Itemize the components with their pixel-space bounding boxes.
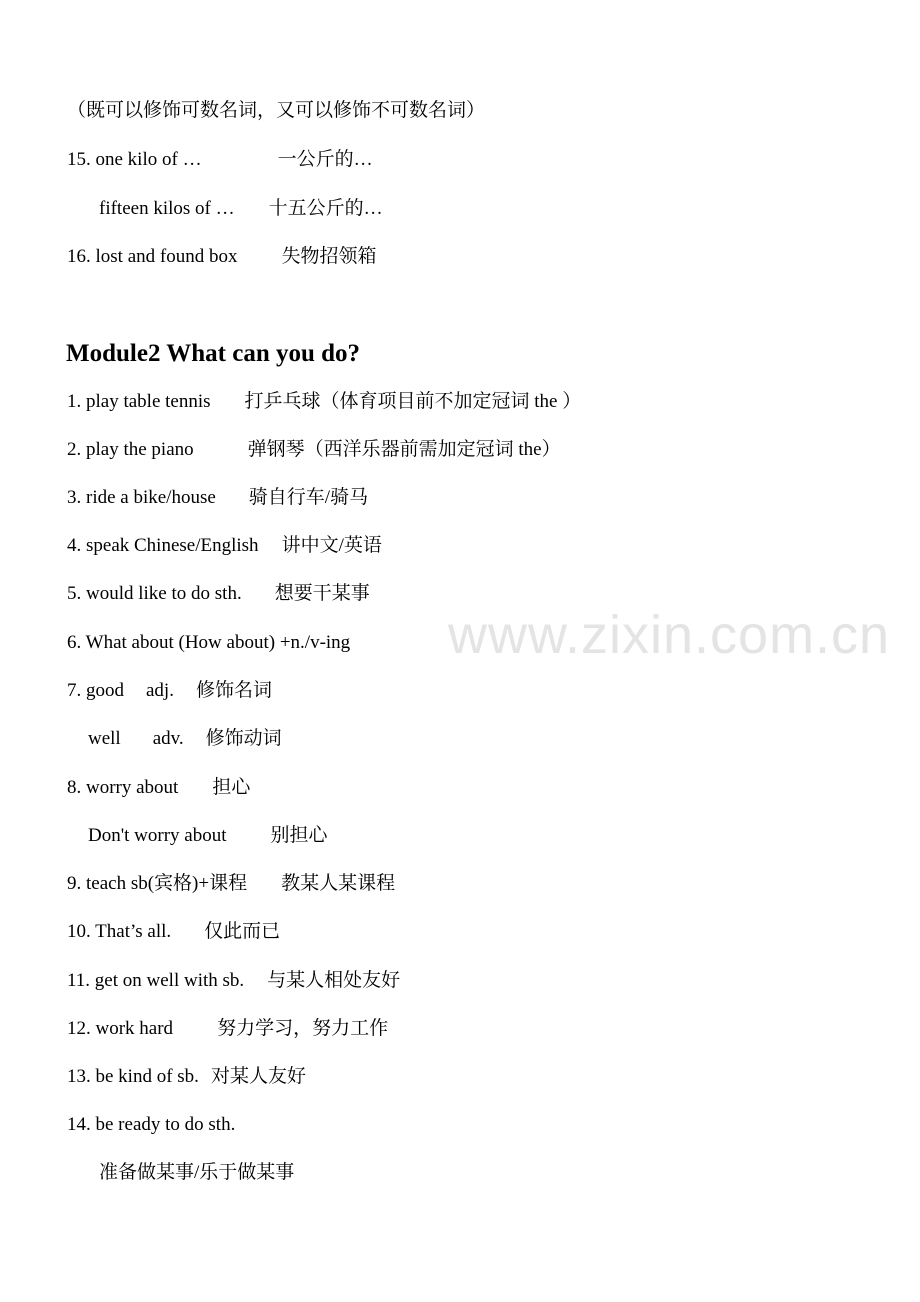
phrase-cn: 讲中文/英语 <box>281 535 382 556</box>
vocab-item-13 <box>67 1065 306 1089</box>
phrase-cn: 骑自行车/骑马 <box>248 487 369 508</box>
vocab-item-12 <box>67 1017 388 1041</box>
phrase-cn: 担心 <box>212 777 251 798</box>
vocab-item-7 <box>67 679 272 703</box>
phrase-en: 7. good <box>67 680 124 701</box>
phrase-cn: 准备做某事/乐于做某事 <box>99 1162 295 1183</box>
phrase-en: 6. What about (How about) +n./v-ing <box>67 632 351 653</box>
vocab-item-15-plural <box>99 197 383 221</box>
phrase-en: 10. That’s all. <box>67 921 172 942</box>
vocab-item-9 <box>67 872 395 896</box>
phrase-cn: 想要干某事 <box>274 583 370 604</box>
phrase-cn: 仅此而已 <box>204 921 281 942</box>
phrase-en: 11. get on well with sb. <box>67 970 245 991</box>
vocab-item-8 <box>67 776 250 800</box>
vocab-item-14-meaning <box>99 1161 294 1185</box>
vocab-item-4 <box>67 534 382 558</box>
part-of-speech: adj. <box>146 680 174 701</box>
phrase-en: Don't worry about <box>88 825 227 846</box>
vocab-item-8-negative <box>88 824 328 848</box>
phrase-en: 5. would like to do sth. <box>67 583 242 604</box>
phrase-cn: 十五公斤的… <box>268 198 383 219</box>
phrase-cn: 修饰名词 <box>195 680 272 701</box>
phrase-en: 1. play table tennis <box>67 391 211 412</box>
phrase-en: 4. speak Chinese/English <box>67 535 259 556</box>
phrase-cn: 对某人友好 <box>210 1066 306 1087</box>
phrase-cn: 与某人相处友好 <box>267 970 401 991</box>
phrase-en: 15. one kilo of … <box>67 149 202 170</box>
phrase-cn: 别担心 <box>270 825 328 846</box>
vocab-item-7-well <box>88 727 282 751</box>
phrase-cn: 一公斤的… <box>277 149 373 170</box>
vocab-item-10 <box>67 920 280 944</box>
phrase-en: 8. worry about <box>67 777 179 798</box>
phrase-en: 14. be ready to do sth. <box>67 1114 236 1135</box>
part-of-speech: adv. <box>152 728 184 749</box>
vocab-item-1 <box>67 390 581 414</box>
phrase-en: well <box>88 728 121 749</box>
phrase-en: fifteen kilos of … <box>99 198 235 219</box>
module-title: Module2 What can you do? <box>66 340 361 367</box>
vocab-item-5 <box>67 582 370 606</box>
phrase-en: 3. ride a bike/house <box>67 487 216 508</box>
vocab-item-15 <box>67 148 373 172</box>
phrase-cn: 修饰动词 <box>205 728 282 749</box>
vocab-item-2 <box>67 438 561 462</box>
vocab-item-11 <box>67 969 400 993</box>
phrase-en: 2. play the piano <box>67 439 194 460</box>
phrase-cn: 教某人某课程 <box>281 873 396 894</box>
phrase-en: 13. be kind of sb. <box>67 1066 199 1087</box>
phrase-en: 12. work hard <box>67 1018 174 1039</box>
phrase-cn: 打乒乓球（体育项目前不加定冠词 the ） <box>244 391 582 412</box>
vocab-item-6 <box>67 631 350 655</box>
vocab-item-14 <box>67 1113 235 1137</box>
watermark: www.zixin.com.cn <box>448 605 891 665</box>
phrase-cn: 努力学习，努力工作 <box>217 1018 389 1039</box>
phrase-en: 9. teach sb(宾格)+课程 <box>67 873 248 894</box>
phrase-cn: 弹钢琴（西洋乐器前需加定冠词 the） <box>247 439 561 460</box>
vocab-item-16 <box>67 245 376 269</box>
vocab-item-3 <box>67 486 368 510</box>
phrase-en: 16. lost and found box <box>67 246 238 267</box>
intro-note: （既可以修饰可数名词，又可以修饰不可数名词） <box>67 100 486 121</box>
phrase-cn: 失物招领箱 <box>281 246 377 267</box>
